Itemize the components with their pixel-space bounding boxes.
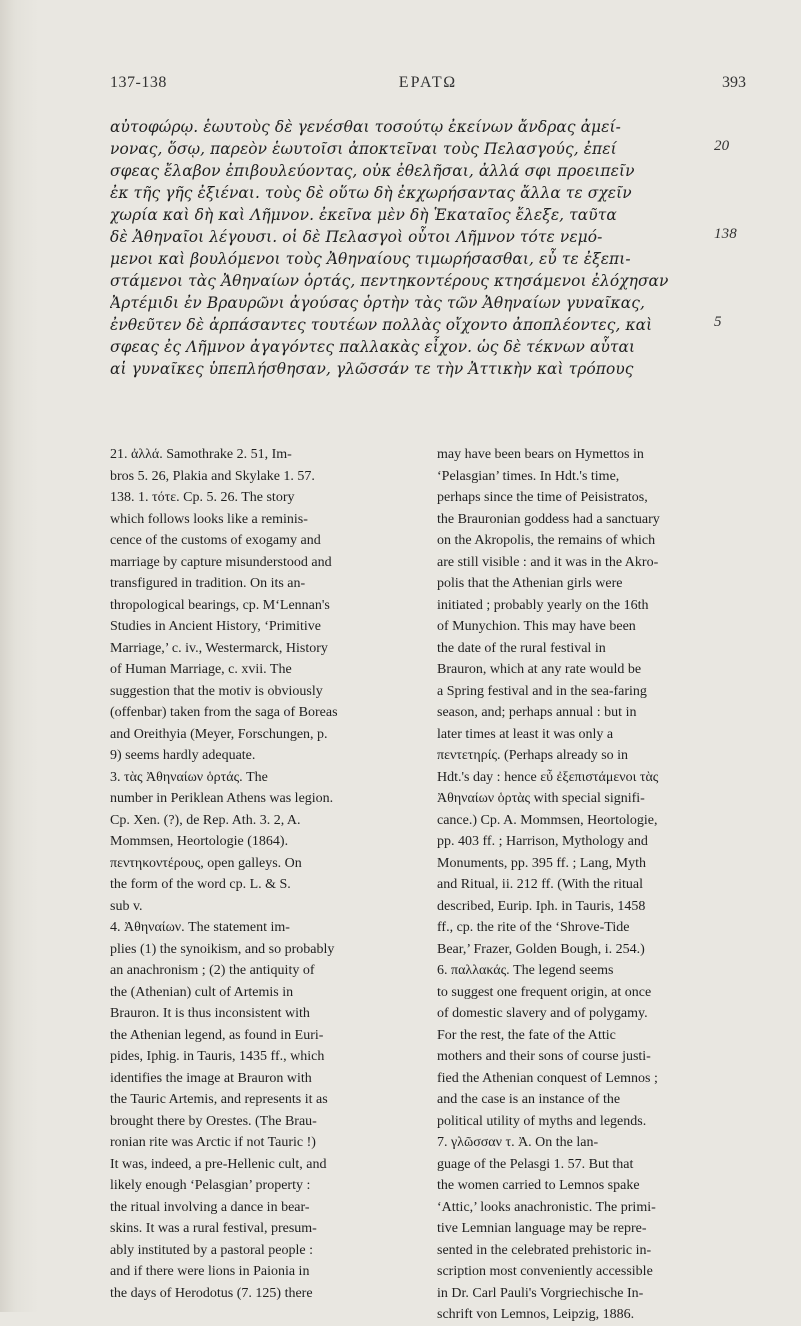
note-line: Brauron, which at any rate would be (437, 662, 642, 677)
note-line: the date of the rural festival in (437, 640, 606, 656)
notes-column-left (110, 444, 422, 1304)
note-line: 138. 1. τότε. Cp. 5. 26. The story (110, 490, 295, 505)
note-line: ronian rite was Arctic if not Tauric !) (110, 1135, 316, 1150)
note-line: Ἀθηναίων ὁρτὰς with special signifi- (437, 791, 645, 806)
note-line: may have been bears on Hymettos in (437, 447, 644, 462)
note-line: the form of the word cp. L. & S. (110, 877, 291, 892)
note-line: πεντηκοντέρους, open galleys. On (110, 855, 302, 871)
note-line: suggestion that the motiv is obviously (110, 683, 323, 699)
note-line: 3. τὰς Ἀθηναίων ὁρτάς. The (110, 769, 268, 785)
chapter-range: 137-138 (110, 74, 167, 91)
greek-text-line: νονας, ὅσῳ, παρεὸν ἑωυτοῖσι ἀποκτεῖναι τοὺς Πελασγούς, ἐπεί (110, 140, 617, 158)
note-line: transfigured in tradition. On its an- (110, 576, 306, 591)
note-line: Marriage,’ c. iv., Westermarck, History (110, 640, 328, 656)
page-number: 393 (722, 74, 746, 91)
note-line: plies (1) the synoikism, and so probably (110, 941, 335, 957)
note-line: cance.) Cp. A. Mommsen, Heortologie, (437, 812, 658, 828)
note-line: Bear,’ Frazer, Golden Bough, i. 254.) (437, 941, 645, 957)
note-line: Monuments, pp. 395 ff. ; Lang, Myth (437, 855, 646, 871)
note-line: 6. παλλακάς. The legend seems (437, 963, 614, 978)
book-title: ΕΡΑΤΩ (398, 74, 458, 91)
note-line: polis that the Athenian girls were (437, 576, 623, 591)
note-line: and the case is an instance of the (437, 1092, 621, 1107)
note-line: of Human Marriage, c. xvii. The (110, 662, 292, 677)
note-line: brought there by Orestes. (The Brau- (110, 1113, 317, 1129)
greek-text-line: δὲ Ἀθηναῖοι λέγουσι. οἱ δὲ Πελασγοὶ οὗτοι Λῆμνον τότε νεμό- (110, 228, 603, 246)
note-line: marriage by capture misunderstood and (110, 554, 332, 570)
note-line: ably instituted by a pastoral people : (110, 1242, 313, 1258)
margin-line-number: 5 (714, 314, 722, 330)
note-line: ‘Attic,’ looks anachronistic. The primi- (437, 1199, 656, 1215)
margin-line-number: 138 (714, 226, 737, 242)
margin-line-number: 20 (714, 138, 730, 154)
note-line: the days of Herodotus (7. 125) there (110, 1285, 313, 1301)
running-header (110, 74, 746, 96)
note-line: the Athenian legend, as found in Euri- (110, 1027, 324, 1043)
note-line: pp. 403 ff. ; Harrison, Mythology and (437, 834, 648, 849)
note-line: ‘Pelasgian’ times. In Hdt.'s time, (437, 468, 620, 484)
note-line: scription most conveniently accessible (437, 1264, 653, 1279)
greek-text-line: χωρία καὶ δὴ καὶ Λῆμνον. ἐκεῖνα μὲν δὴ Ἑκαταῖος ἔλεξε, ταῦτα (110, 206, 617, 224)
note-line: later times at least it was only a (437, 726, 614, 742)
note-line: ff., cp. the rite of the ‘Shrove-Tide (437, 920, 630, 935)
notes-column-right (437, 444, 749, 1326)
note-line: bros 5. 26, Plakia and Skylake 1. 57. (110, 468, 315, 484)
note-line: identifies the image at Brauron with (110, 1070, 312, 1086)
note-line: πεντετηρίς. (Perhaps already so in (437, 748, 629, 763)
note-line: 21. ἀλλά. Samothrake 2. 51, Im- (110, 447, 292, 462)
note-line: Cp. Xen. (?), de Rep. Ath. 3. 2, A. (110, 812, 301, 828)
note-line: fied the Athenian conquest of Lemnos ; (437, 1070, 658, 1086)
note-line: season, and; perhaps annual : but in (437, 705, 637, 720)
note-line: mothers and their sons of course justi- (437, 1049, 651, 1064)
note-line: and Oreithyia (Meyer, Forschungen, p. (110, 726, 328, 742)
note-line: of domestic slavery and of polygamy. (437, 1006, 648, 1021)
note-line: the Brauronian goddess had a sanctuary (437, 511, 660, 527)
note-line: For the rest, the fate of the Attic (437, 1027, 616, 1043)
note-line: Studies in Ancient History, ‘Primitive (110, 619, 322, 634)
note-line: initiated ; probably yearly on the 16th (437, 597, 649, 613)
note-line: a Spring festival and in the sea-faring (437, 683, 647, 699)
note-line: which follows looks like a reminis- (110, 511, 308, 527)
note-line: Hdt.'s day : hence εὖ ἐξεπιστάμενοι τὰς (437, 769, 659, 785)
note-line: pides, Iphig. in Tauris, 1435 ff., which (110, 1049, 325, 1064)
note-line: an anachronism ; (2) the antiquity of (110, 963, 315, 978)
note-line: the ritual involving a dance in bear- (110, 1199, 310, 1215)
note-line: It was, indeed, a pre-Hellenic cult, and (110, 1156, 327, 1172)
greek-text-line: σφεας ἔλαβον ἐπιβουλεύοντας, οὐκ ἐθελῆσαι, ἀλλά σφι προειπεῖν (110, 162, 635, 180)
note-line: are still visible : and it was in the Akro- (437, 554, 659, 570)
note-line: Mommsen, Heortologie (1864). (110, 834, 289, 849)
greek-text-line: αὐτοφώρῳ. ἑωυτοὺς δὲ γενέσθαι τοσούτῳ ἐκείνων ἄνδρας ἀμεί- (110, 118, 621, 136)
note-line: on the Akropolis, the remains of which (437, 533, 656, 548)
book-page (58, 0, 778, 1322)
note-line: perhaps since the time of Peisistratos, (437, 490, 648, 505)
note-line: political utility of myths and legends. (437, 1113, 647, 1129)
greek-text-line: αἱ γυναῖκες ὑπεπλήσθησαν, γλῶσσάν τε τὴν Ἀττικὴν καὶ τρόπους (110, 360, 634, 378)
greek-text-line: ἐκ τῆς γῆς ἐξιέναι. τοὺς δὲ οὕτω δὴ ἐκχωρήσαντας ἄλλα τε σχεῖν (110, 184, 632, 202)
note-line: (offenbar) taken from the saga of Boreas (110, 705, 338, 720)
note-line: sented in the celebrated prehistoric in- (437, 1242, 652, 1258)
note-line: likely enough ‘Pelasgian’ property : (110, 1178, 311, 1193)
note-line: and if there were lions in Paionia in (110, 1264, 310, 1279)
greek-text-line: στάμενοι τὰς Ἀθηναίων ὁρτάς, πεντηκοντέρους κτησάμενοι ἐλόχησαν (110, 272, 669, 290)
note-line: Brauron. It is thus inconsistent with (110, 1006, 310, 1021)
note-line: thropological bearings, cp. M‘Lennan's (110, 597, 330, 613)
note-line: the Tauric Artemis, and represents it as (110, 1092, 328, 1107)
greek-text-line: σφεας ἐς Λῆμνον ἀγαγόντες παλλακὰς εἶχον. ὡς δὲ τέκνων αὗται (110, 338, 636, 356)
note-line: 9) seems hardly adequate. (110, 748, 256, 763)
greek-text-line: Ἀρτέμιδι ἐν Βραυρῶνι ἀγούσας ὁρτὴν τὰς τῶν Ἀθηναίων γυναῖκας, (110, 294, 645, 312)
note-line: the women carried to Lemnos spake (437, 1178, 640, 1193)
note-line: sub v. (110, 898, 143, 914)
greek-text-line: μενοι καὶ βουλόμενοι τοὺς Ἀθηναίους τιμωρήσασθαι, εὖ τε ἐξεπι- (110, 250, 631, 268)
note-line: described, Eurip. Iph. in Tauris, 1458 (437, 898, 646, 914)
note-line: cence of the customs of exogamy and (110, 533, 321, 548)
note-line: 4. Ἀθηναίων. The statement im- (110, 920, 290, 935)
note-line: and Ritual, ii. 212 ff. (With the ritual (437, 877, 644, 892)
greek-text-line: ἐνθεῦτεν δὲ ἁρπάσαντες τουτέων πολλὰς οἴχοντο ἀποπλέοντες, καὶ (110, 316, 653, 334)
note-line: tive Lemnian language may be repre- (437, 1221, 647, 1236)
note-line: the (Athenian) cult of Artemis in (110, 984, 294, 1000)
note-line: guage of the Pelasgi 1. 57. But that (437, 1156, 634, 1172)
note-line: skins. It was a rural festival, presum- (110, 1221, 317, 1236)
note-line: of Munychion. This may have been (437, 619, 636, 634)
note-line: to suggest one frequent origin, at once (437, 984, 652, 1000)
note-line: number in Periklean Athens was legion. (110, 791, 334, 806)
book-spine-shadow (0, 0, 38, 1312)
greek-text-block (110, 116, 737, 380)
note-line: in Dr. Carl Pauli's Vorgriechische In- (437, 1285, 644, 1301)
note-line: schrift von Lemnos, Leipzig, 1886. (437, 1307, 635, 1322)
note-line: 7. γλῶσσαν τ. Ἀ. On the lan- (437, 1135, 599, 1150)
